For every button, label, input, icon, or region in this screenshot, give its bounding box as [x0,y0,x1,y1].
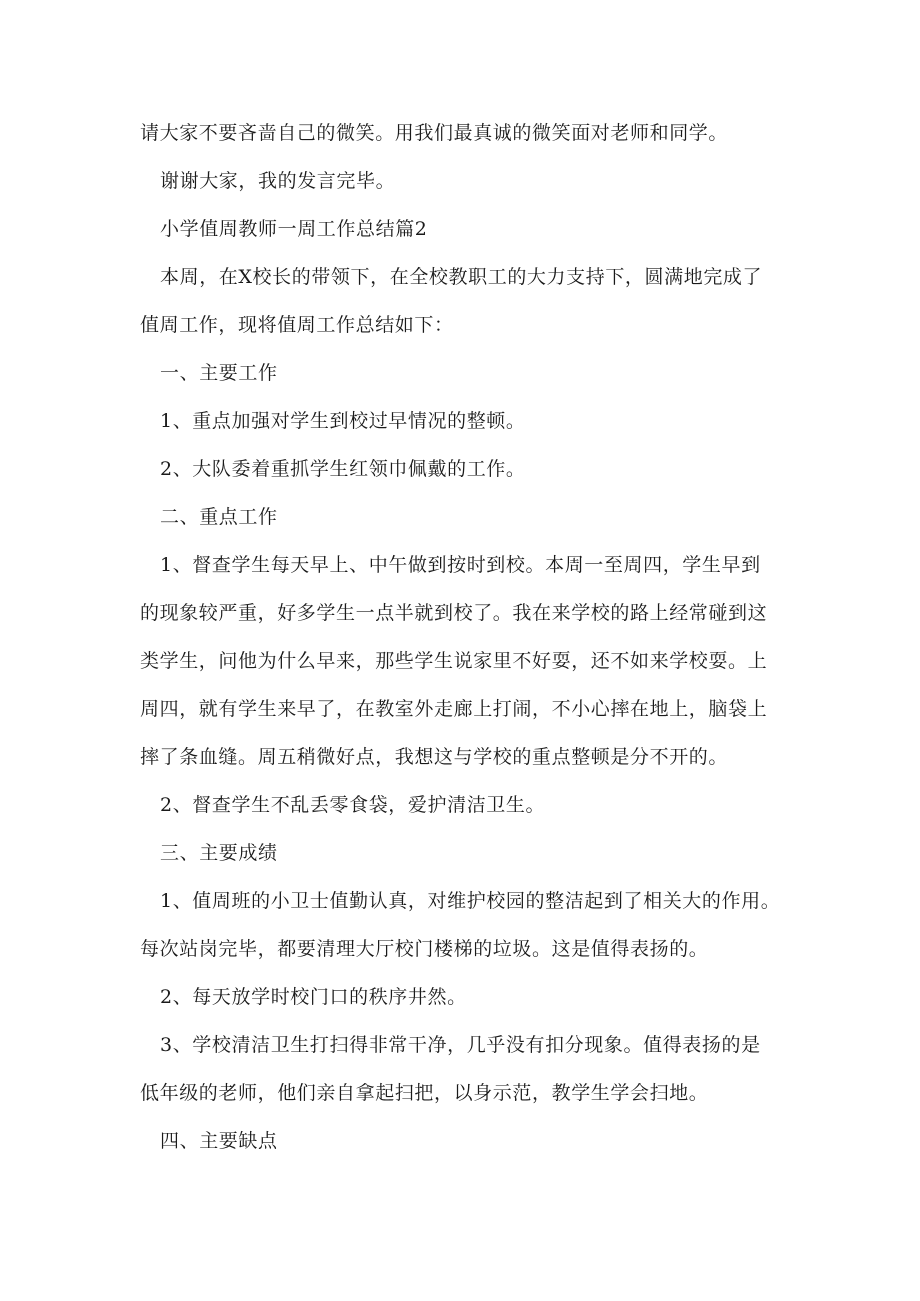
text-line: 摔了条血缝。周五稍微好点，我想这与学校的重点整顿是分不开的。 [140,746,729,768]
section-heading: 一、主要工作 [160,362,278,384]
text-line: 每次站岗完毕，都要清理大厅校门楼梯的垃圾。这是值得表扬的。 [140,938,709,960]
list-item: 1、值周班的小卫士值勤认真，对维护校园的整洁起到了相关大的作用。 [160,890,781,912]
section-heading: 三、主要成绩 [160,842,278,864]
list-item: 2、督查学生不乱丢零食袋，爱护清洁卫生。 [160,794,546,816]
text-line: 的现象较严重，好多学生一点半就到校了。我在来学校的路上经常碰到这 [140,602,768,624]
text-line: 值周工作，现将值周工作总结如下： [140,314,454,336]
section-heading: 四、主要缺点 [160,1130,278,1152]
list-item: 1、重点加强对学生到校过早情况的整顿。 [160,410,526,432]
list-item: 1、督查学生每天早上、中午做到按时到校。本周一至周四，学生早到 [160,554,761,576]
text-line: 谢谢大家，我的发言完毕。 [160,170,396,192]
section-heading: 二、重点工作 [160,506,278,528]
list-item: 2、大队委着重抓学生红领巾佩戴的工作。 [160,458,526,480]
section-title: 小学值周教师一周工作总结篇2 [160,218,428,240]
list-item: 2、每天放学时校门口的秩序井然。 [160,986,467,1008]
text-line: 类学生，问他为什么早来，那些学生说家里不好耍，还不如来学校耍。上 [140,650,768,672]
list-item: 3、学校清洁卫生打扫得非常干净，几乎没有扣分现象。值得表扬的是 [160,1034,761,1056]
text-line: 周四，就有学生来早了，在教室外走廊上打闹，不小心摔在地上，脑袋上 [140,698,768,720]
text-line: 本周，在X校长的带领下，在全校教职工的大力支持下，圆满地完成了 [160,266,763,288]
text-line: 低年级的老师，他们亲自拿起扫把，以身示范，教学生学会扫地。 [140,1082,709,1104]
text-line: 请大家不要吝啬自己的微笑。用我们最真诚的微笑面对老师和同学。 [140,122,729,144]
